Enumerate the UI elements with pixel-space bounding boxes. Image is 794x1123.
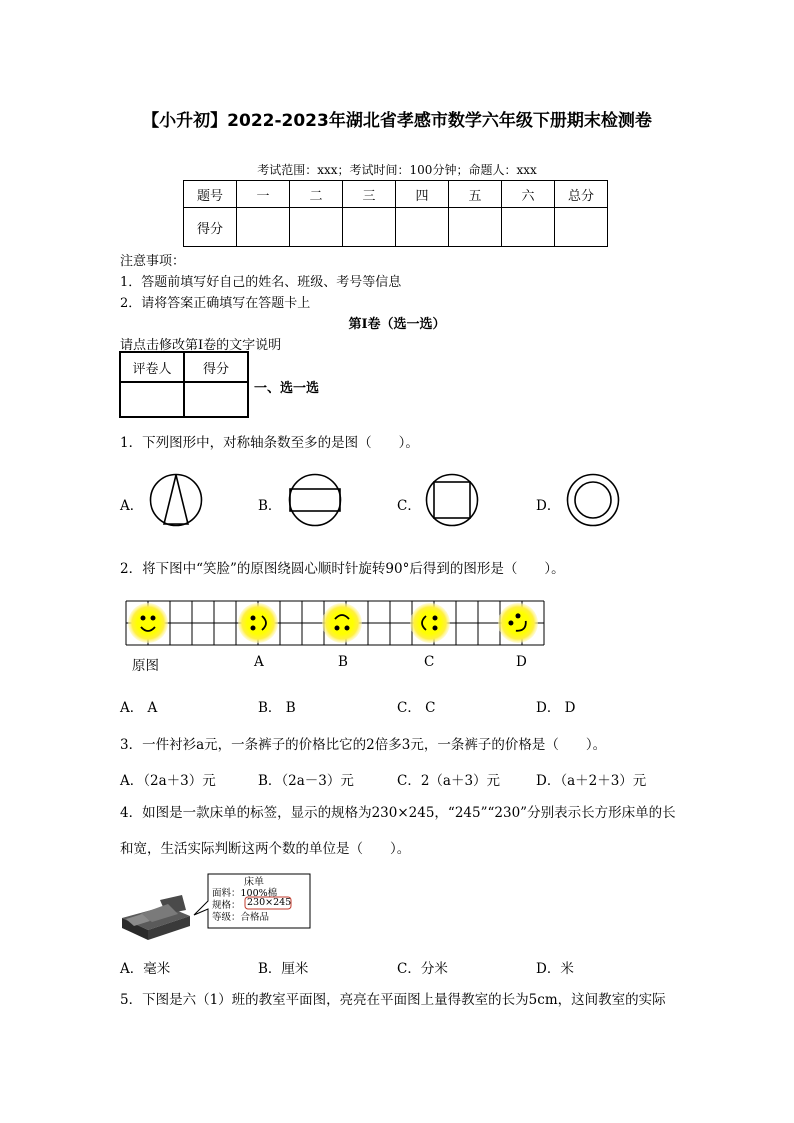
question-2-stem: 2．将下图中“笑脸”的原图绕圆心顺时针旋转90°后得到的图形是（ ）。 — [120, 561, 565, 577]
smiley-grid-figure — [126, 601, 541, 645]
q2-figure-label-b: B — [338, 654, 348, 670]
q2-figure-label-a: A — [254, 654, 264, 670]
score-cell — [555, 208, 608, 247]
q1-option-d-label: D． — [536, 498, 561, 514]
grader-table — [119, 351, 249, 418]
bed-illustration — [120, 892, 192, 944]
grader-cell — [120, 382, 184, 417]
q1-option-a-label: A． — [120, 498, 144, 514]
q2-figure-label-d: D — [516, 654, 527, 670]
score-header-label: 题号 — [184, 181, 237, 208]
score-header-4: 四 — [396, 181, 449, 208]
q3-option-b: B．（2a－3）元 — [258, 773, 354, 789]
score-row-label: 得分 — [184, 208, 237, 247]
smiley-option-a — [238, 603, 278, 643]
score-cell — [396, 208, 449, 247]
q4-option-b: B．厘米 — [258, 961, 309, 977]
part-title: 第I卷（选一选） — [348, 317, 446, 332]
grader-label: 评卷人 — [120, 352, 184, 382]
q2-option-d: D． D — [536, 700, 576, 716]
smiley-option-d — [490, 595, 547, 652]
label-card-fabric: 面料：100%棉 — [212, 888, 278, 899]
smiley-option-c — [410, 603, 450, 643]
document-title: 【小升初】2022-2023年湖北省孝感市数学六年级下册期末检测卷 — [142, 111, 652, 131]
q2-option-b: B． B — [258, 700, 296, 716]
q1-option-c-label: C． — [397, 498, 421, 514]
q4-option-d: D．米 — [536, 961, 574, 977]
note-item-2: 2．请将答案正确填写在答题卡上 — [120, 296, 311, 311]
q4-option-c: C．分米 — [397, 961, 448, 977]
score-cell — [343, 208, 396, 247]
score-table — [183, 180, 608, 247]
score-header-3: 三 — [343, 181, 396, 208]
part-hint: 请点击修改第I卷的文字说明 — [120, 338, 282, 353]
figure-a-circle-triangle — [146, 472, 206, 532]
label-card-grade: 等级：合格品 — [212, 912, 270, 923]
q2-figure-label-original: 原图 — [132, 658, 159, 674]
note-item-1: 1．答题前填写好自己的姓名、班级、考号等信息 — [120, 275, 402, 290]
q2-option-c: C． C — [397, 700, 436, 716]
smiley-option-b — [322, 603, 362, 643]
score-cell — [290, 208, 343, 247]
notes-heading: 注意事项： — [120, 254, 186, 269]
score-cell — [502, 208, 555, 247]
q4-option-a: A．毫米 — [120, 961, 171, 977]
label-card-spec-label: 规格： — [212, 900, 241, 911]
q3-option-a: A．（2a＋3）元 — [120, 773, 216, 789]
score-cell — [237, 208, 290, 247]
score-header-5: 五 — [449, 181, 502, 208]
question-5-stem: 5．下图是六（1）班的教室平面图，亮亮在平面图上量得教室的长为5cm，这间教室的实际 — [120, 992, 666, 1008]
question-3-stem: 3．一件衬衫a元，一条裤子的价格比它的2倍多3元，一条裤子的价格是（ ）。 — [120, 737, 607, 753]
smiley-original — [128, 603, 168, 643]
score-header-6: 六 — [502, 181, 555, 208]
exam-info: 考试范围：xxx；考试时间：100分钟；命题人：xxx — [257, 163, 537, 177]
score-header-total: 总分 — [555, 181, 608, 208]
score-header-1: 一 — [237, 181, 290, 208]
figure-b-circle-rectangle — [285, 472, 345, 532]
question-4-stem-line1: 4．如图是一款床单的标签，显示的规格为230×245，“245”“230”分别表示长方形床单的长 — [120, 805, 676, 821]
q2-figure-label-c: C — [424, 654, 435, 670]
grader-score-label: 得分 — [184, 352, 248, 382]
question-4-stem-line2: 和宽，生活实际判断这两个数的单位是（ ）。 — [120, 841, 411, 857]
figure-c-circle-square — [422, 472, 482, 532]
score-cell — [449, 208, 502, 247]
q2-option-a: A． A — [120, 700, 158, 716]
q3-option-d: D．（a＋2＋3）元 — [536, 773, 647, 789]
question-1-stem: 1．下列图形中，对称轴条数至多的是图（ ）。 — [120, 435, 419, 451]
section-title: 一、选一选 — [254, 381, 320, 396]
q1-option-b-label: B． — [258, 498, 282, 514]
score-header-2: 二 — [290, 181, 343, 208]
label-card-spec-value: 230×245 — [247, 897, 292, 908]
label-card-title: 床单 — [244, 877, 264, 888]
figure-d-ring — [563, 472, 623, 532]
q3-option-c: C．2（a＋3）元 — [397, 773, 501, 789]
grader-cell — [184, 382, 248, 417]
